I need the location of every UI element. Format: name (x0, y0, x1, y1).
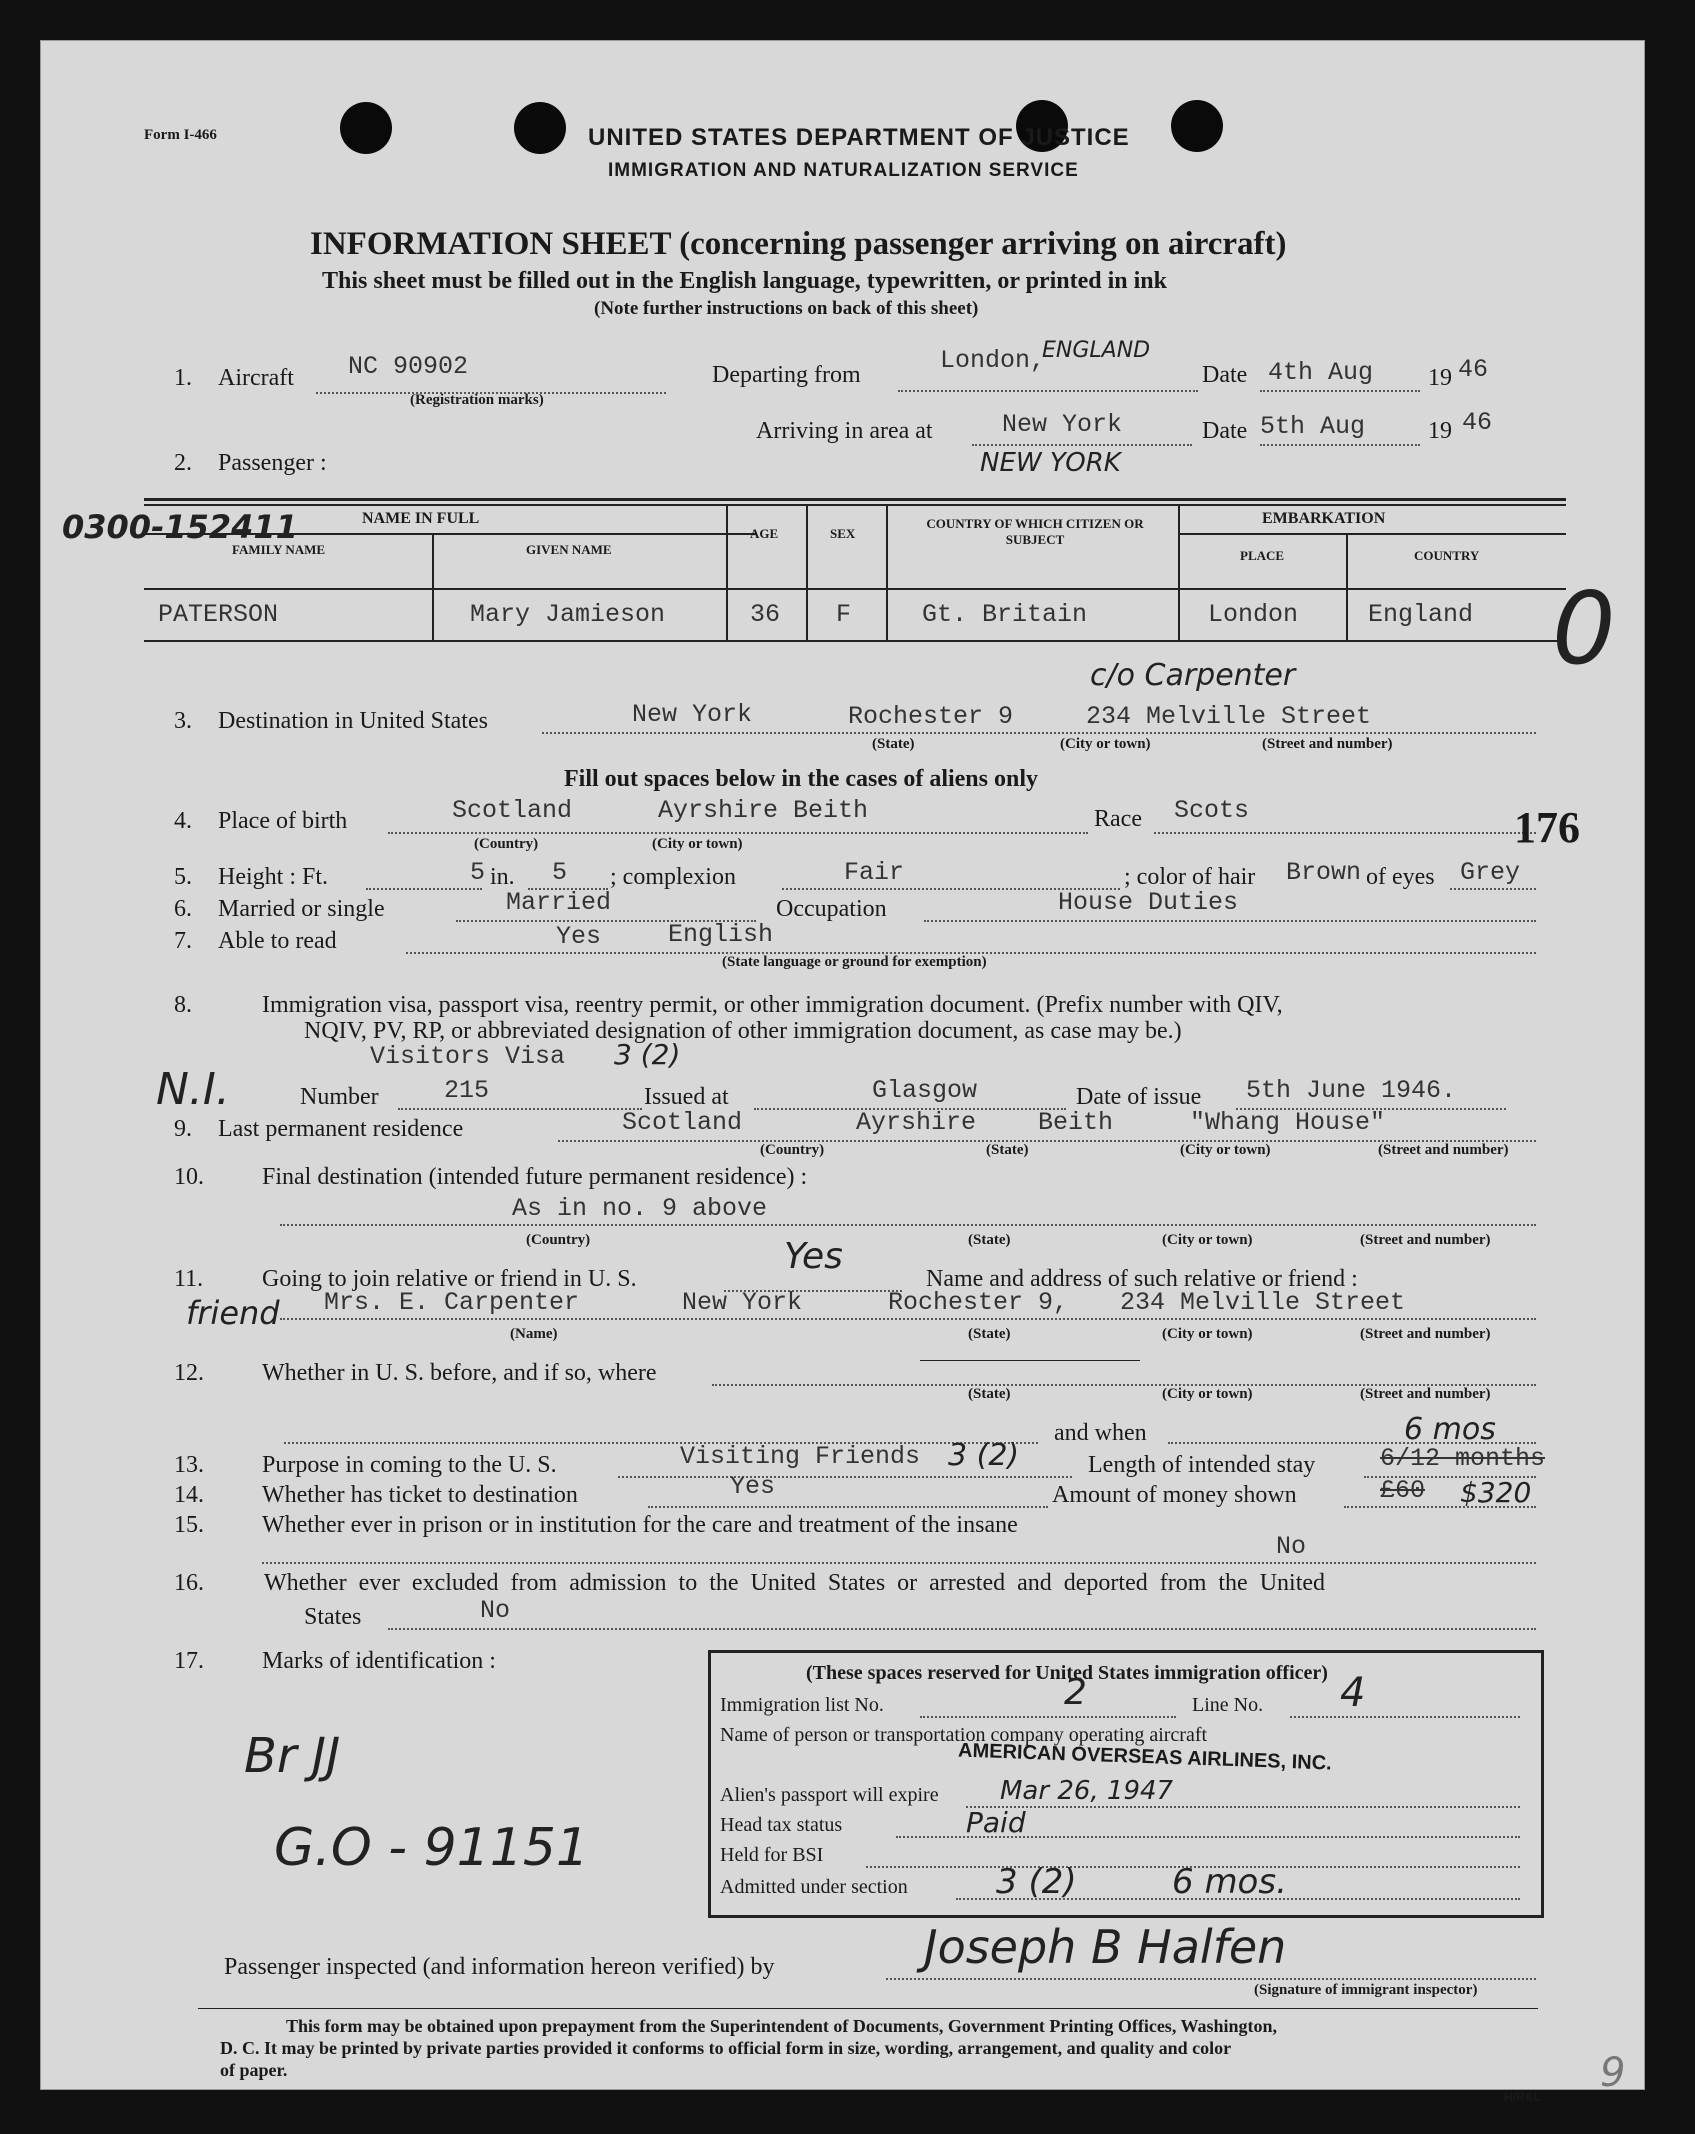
punch-hole (340, 102, 392, 154)
department-name: UNITED STATES DEPARTMENT OF JUSTICE (588, 124, 1130, 151)
margin-mark: 0 (1552, 570, 1616, 687)
final-destination-value: As in no. 9 above (512, 1194, 768, 1223)
fill-line (366, 888, 482, 890)
street-caption: (Street and number) (1360, 1386, 1491, 1402)
money-value: £60 (1380, 1476, 1426, 1505)
fill-line (898, 390, 1198, 392)
state-caption: (State) (968, 1326, 1011, 1342)
prison-label: Whether ever in prison or in institution for the care and treatment of the insane (262, 1512, 1018, 1538)
and-when-label: and when (1054, 1420, 1147, 1446)
street-caption: (Street and number) (1360, 1232, 1491, 1248)
table-top-rule (144, 498, 1566, 501)
residence-label: Last permanent residence (218, 1116, 464, 1142)
item-number: 5. (174, 864, 192, 890)
country-caption: (Country) (474, 836, 539, 852)
fill-line (648, 1506, 1048, 1508)
page-title: INFORMATION SHEET (concerning passenger arriving on aircraft) (310, 226, 1287, 262)
race-label: Race (1094, 806, 1142, 832)
departing-handwritten: ENGLAND (1042, 338, 1151, 363)
city-caption: (City or town) (1060, 736, 1151, 752)
section-duration: 6 mos. (1172, 1862, 1287, 1902)
citizen-header: COUNTRY OF WHICH CITIZEN OR SUBJECT (926, 516, 1144, 547)
fill-line (388, 1628, 1536, 1630)
punch-hole (514, 102, 566, 154)
departing-date: 4th Aug (1268, 358, 1374, 387)
country-caption: (Country) (526, 1232, 591, 1248)
visa-number-value: 215 (444, 1076, 490, 1105)
fill-line (1450, 888, 1536, 890)
final-destination-label: Final destination (intended future permanent residence) : (262, 1164, 808, 1190)
arriving-date: 5th Aug (1260, 412, 1366, 441)
fill-line (280, 1224, 1536, 1226)
visa-instructions-line2: NQIV, PV, RP, or abbreviated designation of other immigration document, as case may be.) (304, 1018, 1182, 1044)
line-value: 4 (1340, 1670, 1366, 1716)
city-caption: (City or town) (1180, 1142, 1271, 1158)
read-label: Able to read (218, 928, 337, 954)
fill-line (1260, 444, 1420, 446)
date-label: Date (1202, 362, 1248, 388)
fill-line (920, 1716, 1176, 1718)
embarkation-header: EMBARKATION (1262, 510, 1386, 527)
state-caption: (State) (986, 1142, 1029, 1158)
city-caption: (City or town) (652, 836, 743, 852)
fill-line (1290, 1716, 1520, 1718)
place-value: London (1208, 600, 1299, 629)
inches-label: in. (490, 864, 515, 890)
departing-value: London, (940, 346, 1046, 375)
fill-line (1154, 832, 1536, 834)
destination-street: 234 Melville Street (1086, 702, 1372, 731)
table-divider (1346, 533, 1348, 640)
issue-date-value: 5th June 1946. (1246, 1076, 1457, 1105)
street-caption: (Street and number) (1262, 736, 1393, 752)
state-caption: (State) (872, 736, 915, 752)
marks-label: Marks of identification : (262, 1648, 496, 1674)
item-number: 2. (174, 450, 192, 476)
citizen-value: Gt. Britain (922, 600, 1088, 629)
money-label: Amount of money shown (1052, 1482, 1297, 1508)
residence-state: Ayrshire (856, 1108, 977, 1137)
height-label: Height : Ft. (218, 864, 329, 890)
footer-code: H/R&L (1504, 2090, 1541, 2104)
relative-state: New York (682, 1288, 803, 1317)
money-handwritten: $320 (1460, 1476, 1532, 1509)
date-label: Date (1202, 418, 1248, 444)
fill-line (972, 444, 1192, 446)
list-value: 2 (1064, 1672, 1087, 1713)
bsi-label: Held for BSI (720, 1844, 824, 1866)
corner-mark: 9 (1600, 2050, 1626, 2096)
form-number: Form I-466 (144, 127, 217, 143)
birth-city: Ayrshire Beith (658, 796, 869, 825)
aircraft-value: NC 90902 (348, 352, 469, 381)
table-divider (886, 504, 888, 640)
fill-line (924, 920, 1536, 922)
relation-handwritten: friend (186, 1294, 280, 1332)
registration-caption: (Registration marks) (410, 392, 544, 408)
residence-street: "Whang House" (1190, 1108, 1386, 1137)
item-number: 11. (174, 1266, 204, 1292)
city-caption: (City or town) (1162, 1386, 1253, 1402)
year-prefix: 19 (1428, 365, 1452, 391)
footer-line3: of paper. (220, 2060, 288, 2080)
section-label: Admitted under section (720, 1876, 908, 1898)
item-number: 12. (174, 1360, 204, 1386)
relative-name: Mrs. E. Carpenter (324, 1288, 580, 1317)
footer-line1: This form may be obtained upon prepayment from the Superintendent of Documents, Government Printing Offices, Washington, (286, 2016, 1278, 2036)
state-caption: (State) (968, 1386, 1011, 1402)
fill-line (618, 1476, 1072, 1478)
margin-number: 176 (1514, 803, 1580, 852)
aircraft-label: Aircraft (218, 365, 294, 391)
margin-handwritten: N.I. (156, 1064, 230, 1115)
item-number: 6. (174, 896, 192, 922)
street-caption: (Street and number) (1378, 1142, 1509, 1158)
marks-handwritten-2: G.O - 91151 (274, 1818, 589, 1878)
table-top-rule (144, 504, 1566, 506)
state-caption: (State) (968, 1232, 1011, 1248)
given-name-value: Mary Jamieson (470, 600, 666, 629)
section-value: 3 (2) (996, 1862, 1077, 1902)
item-number: 7. (174, 928, 192, 954)
list-label: Immigration list No. (720, 1694, 884, 1716)
residence-country: Scotland (622, 1108, 743, 1137)
destination-label: Destination in United States (218, 708, 488, 734)
table-header-rule (144, 588, 1566, 590)
place-header: PLACE (1240, 548, 1285, 563)
city-caption: (City or town) (1162, 1326, 1253, 1342)
fill-line (542, 732, 1536, 734)
birthplace-label: Place of birth (218, 808, 348, 834)
item-number: 1. (174, 365, 192, 391)
occupation-value: House Duties (1058, 888, 1239, 917)
purpose-value: Visiting Friends (680, 1442, 921, 1471)
visa-number-label: Number (300, 1084, 379, 1110)
relative-address-label: Name and address of such relative or friend : (926, 1266, 1358, 1292)
table-subheader-rule (1178, 533, 1566, 535)
eyes-value: Grey (1460, 858, 1521, 887)
sex-header: SEX (830, 526, 856, 541)
stay-handwritten: 6 mos (1404, 1412, 1496, 1447)
issued-label: Issued at (644, 1084, 729, 1110)
inspector-signature: Joseph B Halfen (924, 1920, 1287, 1974)
marks-handwritten-1: Br JJ (244, 1728, 341, 1784)
issued-value: Glasgow (872, 1076, 978, 1105)
table-bottom-rule (144, 640, 1566, 642)
punch-hole (1171, 100, 1223, 152)
age-value: 36 (750, 600, 781, 629)
fill-line (280, 1318, 1536, 1320)
stay-value: 6/12 months (1380, 1444, 1546, 1473)
country-header: COUNTRY (1414, 548, 1480, 563)
table-divider (432, 533, 434, 640)
footer-rule (198, 2008, 1538, 2009)
stay-label: Length of intended stay (1088, 1452, 1316, 1478)
height-inches: 5 (552, 858, 568, 887)
visa-instructions-line1: Immigration visa, passport visa, reentry permit, or other immigration document. (Prefix number with QIV, (262, 992, 1283, 1018)
excluded-label-line2: States (304, 1604, 362, 1630)
visa-section-handwritten: 3 (2) (614, 1038, 681, 1071)
birth-country: Scotland (452, 796, 573, 825)
hair-value: Brown (1286, 858, 1362, 887)
sex-value: F (836, 600, 852, 629)
issue-date-label: Date of issue (1076, 1084, 1202, 1110)
family-name-value: PATERSON (158, 600, 279, 629)
complexion-label: ; complexion (610, 864, 736, 890)
join-relative-handwritten: Yes (784, 1236, 843, 1277)
form-sheet (40, 40, 1645, 2104)
officer-box-heading: (These spaces reserved for United States immigration officer) (806, 1662, 1328, 1684)
name-in-full-header: NAME IN FULL (362, 510, 480, 527)
line-label: Line No. (1192, 1694, 1264, 1716)
language-caption: (State language or ground for exemption) (722, 954, 987, 970)
signature-caption: (Signature of immigrant inspector) (1254, 1982, 1478, 1998)
table-divider (806, 504, 808, 640)
given-name-header: GIVEN NAME (526, 542, 612, 557)
country-value: England (1368, 600, 1474, 629)
table-subheader-rule (144, 533, 756, 535)
street-caption: (Street and number) (1360, 1326, 1491, 1342)
item-number: 10. (174, 1164, 204, 1190)
arriving-year: 46 (1462, 408, 1493, 437)
excluded-label-line1: Whether ever excluded from admission to the United States or arrested and deported from the United (264, 1570, 1326, 1596)
age-header: AGE (750, 526, 779, 541)
city-caption: (City or town) (1162, 1232, 1253, 1248)
eyes-label: of eyes (1366, 864, 1435, 890)
page-subtitle: This sheet must be filled out in the English language, typewritten, or printed in ink (322, 268, 1167, 294)
ticket-value: Yes (730, 1472, 776, 1501)
instruction-note: (Note further instructions on back of this sheet) (594, 298, 979, 319)
item-number: 3. (174, 708, 192, 734)
head-tax-label: Head tax status (720, 1814, 843, 1836)
item-number: 8. (174, 992, 192, 1018)
excluded-value: No (480, 1596, 511, 1625)
visa-type: Visitors Visa (370, 1042, 566, 1071)
marital-value: Married (506, 888, 612, 917)
family-name-header: FAMILY NAME (232, 542, 326, 557)
inspection-label: Passenger inspected (and information hereon verified) by (224, 1954, 775, 1980)
item-number: 15. (174, 1512, 204, 1538)
destination-handwritten-note: c/o Carpenter (1090, 658, 1296, 693)
complexion-value: Fair (844, 858, 905, 887)
item-number: 4. (174, 808, 192, 834)
footer-line2: D. C. It may be printed by private parties provided it conforms to official form in size, wording, arrangement, and quality and color (220, 2038, 1232, 2058)
fill-line (1260, 390, 1420, 392)
fill-line (398, 1108, 642, 1110)
race-value: Scots (1174, 796, 1250, 825)
arriving-handwritten: NEW YORK (980, 448, 1121, 478)
hair-label: ; color of hair (1124, 864, 1256, 890)
departing-year: 46 (1458, 355, 1489, 384)
country-caption: (Country) (760, 1142, 825, 1158)
operator-stamp: AMERICAN OVERSEAS AIRLINES, INC. (957, 1739, 1333, 1775)
aliens-heading: Fill out spaces below in the cases of aliens only (564, 766, 1039, 792)
relative-city: Rochester 9, (888, 1288, 1069, 1317)
join-relative-label: Going to join relative or friend in U. S. (262, 1266, 637, 1292)
item-number: 13. (174, 1452, 204, 1478)
previous-visit-label: Whether in U. S. before, and if so, where (262, 1360, 657, 1386)
destination-city: Rochester 9 (848, 702, 1014, 731)
destination-state: New York (632, 700, 753, 729)
head-tax-value: Paid (966, 1806, 1026, 1839)
passport-expire-label: Alien's passport will expire (720, 1784, 939, 1806)
fill-line (966, 1806, 1520, 1808)
pen-stroke (920, 1360, 1140, 1361)
item-number: 16. (174, 1570, 204, 1596)
item-number: 9. (174, 1116, 192, 1142)
height-feet: 5 (470, 858, 486, 887)
fill-line (388, 832, 1088, 834)
arriving-value: New York (1002, 410, 1123, 439)
passport-expire-value: Mar 26, 1947 (1000, 1776, 1174, 1806)
relative-street: 234 Melville Street (1120, 1288, 1406, 1317)
passenger-label: Passenger : (218, 450, 327, 476)
arriving-label: Arriving in area at (756, 418, 933, 444)
residence-city: Beith (1038, 1108, 1114, 1137)
departing-label: Departing from (712, 362, 861, 388)
item-number: 17. (174, 1648, 204, 1674)
marital-label: Married or single (218, 896, 385, 922)
operator-label: Name of person or transportation company operating aircraft (720, 1724, 1208, 1746)
fill-line (284, 1442, 1038, 1444)
read-value: Yes (556, 922, 602, 951)
file-number-handwritten: 0300-152411 (62, 508, 298, 546)
service-name: IMMIGRATION AND NATURALIZATION SERVICE (608, 160, 1079, 181)
table-divider (726, 504, 728, 640)
fill-line (886, 1978, 1536, 1980)
item-number: 14. (174, 1482, 204, 1508)
name-caption: (Name) (510, 1326, 558, 1342)
purpose-label: Purpose in coming to the U. S. (262, 1452, 557, 1478)
year-prefix: 19 (1428, 418, 1452, 444)
fill-line (262, 1562, 1536, 1564)
purpose-initials: 3 (2) (948, 1438, 1020, 1473)
occupation-label: Occupation (776, 896, 887, 922)
table-divider (1178, 504, 1180, 640)
prison-value: No (1276, 1532, 1307, 1561)
read-language: English (668, 920, 774, 949)
ticket-label: Whether has ticket to destination (262, 1482, 578, 1508)
